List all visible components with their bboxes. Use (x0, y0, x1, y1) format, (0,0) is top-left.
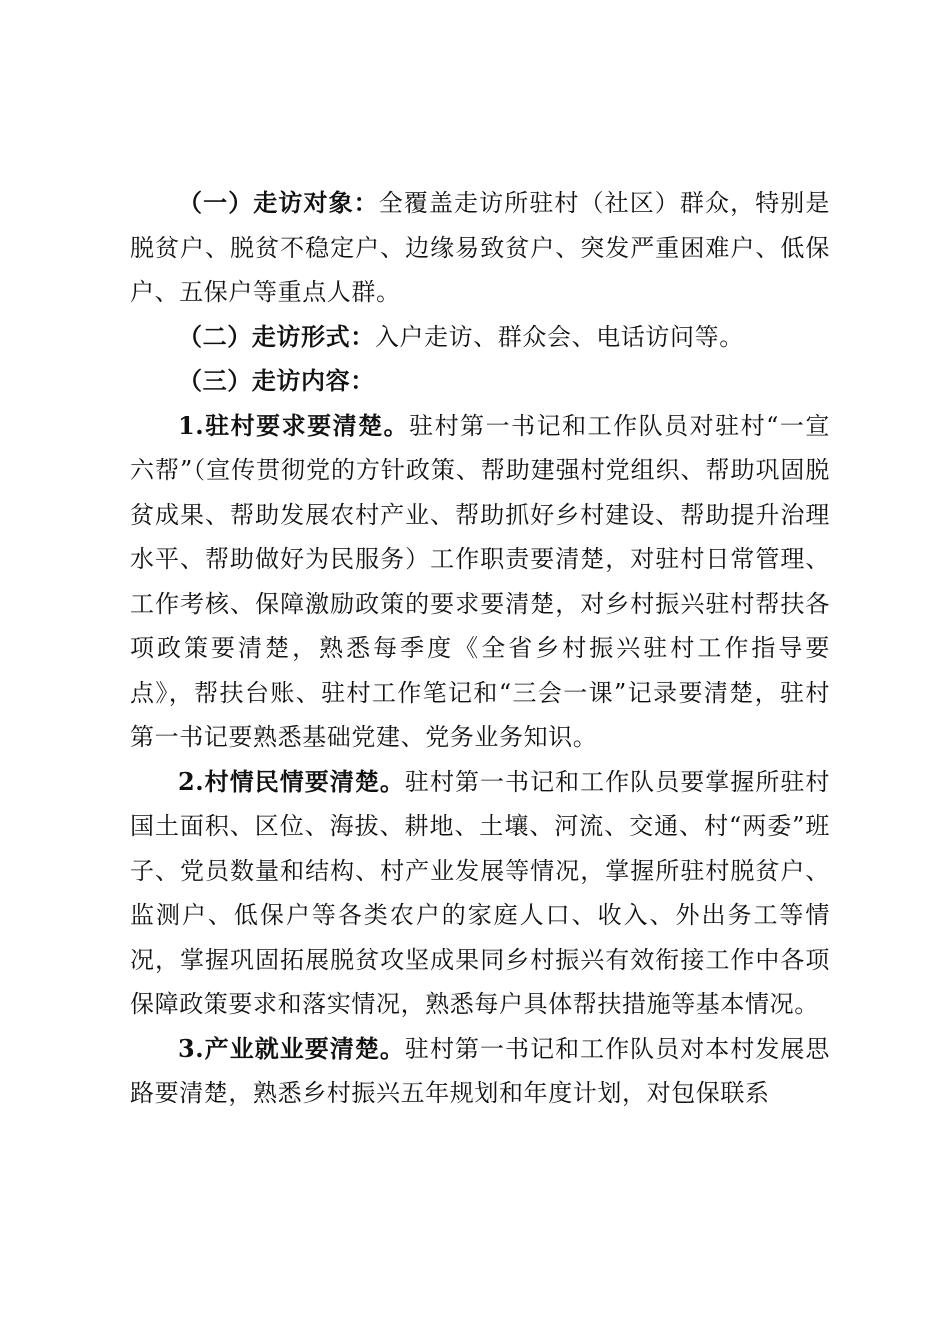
paragraph-heading: （二）走访形式： (178, 321, 375, 351)
document-body (130, 181, 830, 1116)
paragraph-heading: （三）走访内容： (178, 366, 375, 395)
paragraph-visit-targets (130, 181, 830, 315)
paragraph-text: 全覆盖走访所驻村（社区）群众，特别是脱贫户、脱贫不稳定户、边缘易致贫户、突发严重困难户、低保户、五保户等重点人群。 (130, 189, 830, 306)
paragraph-visit-forms (130, 315, 830, 360)
paragraph-industry-employment (130, 1027, 830, 1116)
paragraph-heading: （一）走访对象： (178, 188, 379, 217)
paragraph-text: 驻村第一书记和工作队员要掌握所驻村国土面积、区位、海拔、耕地、土壤、河流、交通、村“两委”班子、党员数量和结构、村产业发展等情况，掌握所驻村脱贫户、监测户、低保户等各类农户的家庭人口、收入、外出务工等情况，掌握巩固拓展脱贫攻坚成果同乡村振兴有效衔接工作中各项保障政策要求和落实情况，熟悉每户具体帮扶措施等基本情况。 (130, 767, 830, 1018)
paragraph-heading: 3.产业就业要清楚。 (178, 1033, 405, 1063)
paragraph-heading: 1.驻村要求要清楚。 (178, 410, 410, 440)
paragraph-heading: 2.村情民情要清楚。 (178, 766, 405, 796)
paragraph-text: 入户走访、群众会、电话访问等。 (374, 322, 744, 351)
paragraph-text: 驻村第一书记和工作队员对驻村“一宣六帮”（宣传贯彻党的方针政策、帮助建强村党组织、帮助巩固脱贫成果、帮助发展农村产业、帮助抓好乡村建设、帮助提升治理水平、帮助做好为民服务）工作职责要清楚，对驻村日常管理、工作考核、保障激励政策的要求要清楚，对乡村振兴驻村帮扶各项政策要清楚，熟悉每季度《全省乡村振兴驻村工作指导要点》，帮扶台账、驻村工作笔记和“三会一课”记录要清楚，驻村第一书记要熟悉基础党建、党务业务知识。 (130, 411, 831, 751)
paragraph-village-conditions (130, 760, 830, 1027)
paragraph-text: 驻村第一书记和工作队员对本村发展思路要清楚，熟悉乡村振兴五年规划和年度计划，对包保联系 (130, 1034, 830, 1107)
paragraph-requirements (130, 404, 830, 760)
paragraph-visit-content (130, 359, 830, 404)
